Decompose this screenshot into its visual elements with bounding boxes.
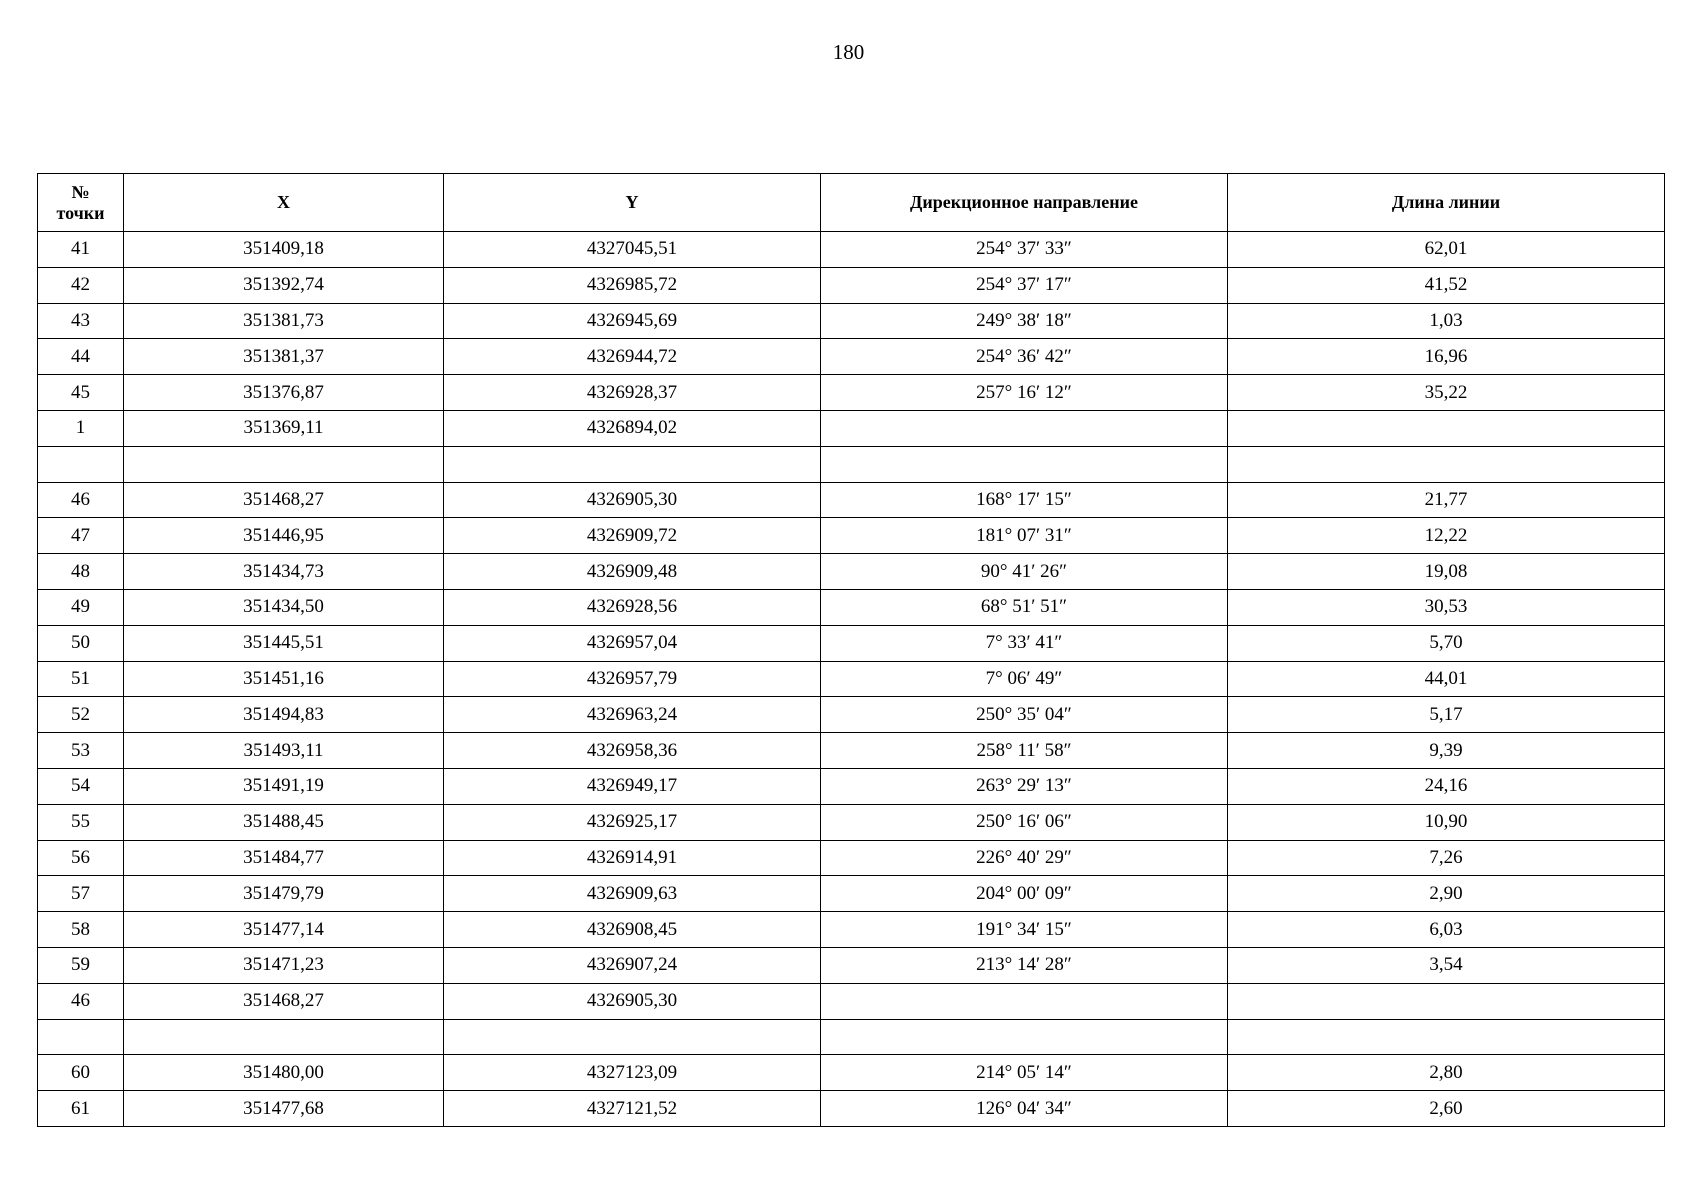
- point-number-cell: 53: [38, 733, 124, 769]
- y-cell: 4326905,30: [444, 482, 821, 518]
- header-y: Y: [444, 174, 821, 232]
- table-row: [38, 912, 1665, 948]
- length-cell: 44,01: [1228, 661, 1665, 697]
- table-row: [38, 267, 1665, 303]
- length-cell: [1228, 1019, 1665, 1055]
- x-cell: 351445,51: [124, 625, 444, 661]
- point-number-cell: 51: [38, 661, 124, 697]
- x-cell: 351434,73: [124, 554, 444, 590]
- length-cell: 35,22: [1228, 375, 1665, 411]
- y-cell: 4326925,17: [444, 804, 821, 840]
- header-point-number: [38, 174, 124, 232]
- point-number-cell: 52: [38, 697, 124, 733]
- table-body: [38, 232, 1665, 1127]
- table-row: [38, 840, 1665, 876]
- x-cell: 351376,87: [124, 375, 444, 411]
- table-row: [38, 983, 1665, 1019]
- table-row: [38, 589, 1665, 625]
- direction-cell: 213° 14′ 28″: [821, 947, 1228, 983]
- direction-cell: [821, 446, 1228, 482]
- point-number-cell: 48: [38, 554, 124, 590]
- y-cell: 4326963,24: [444, 697, 821, 733]
- table-row: [38, 661, 1665, 697]
- length-cell: 1,03: [1228, 303, 1665, 339]
- length-cell: 9,39: [1228, 733, 1665, 769]
- point-number-cell: 46: [38, 482, 124, 518]
- x-cell: 351494,83: [124, 697, 444, 733]
- y-cell: 4326985,72: [444, 267, 821, 303]
- y-cell: 4326905,30: [444, 983, 821, 1019]
- y-cell: [444, 446, 821, 482]
- length-cell: 3,54: [1228, 947, 1665, 983]
- direction-cell: 126° 04′ 34″: [821, 1091, 1228, 1127]
- x-cell: 351392,74: [124, 267, 444, 303]
- x-cell: 351468,27: [124, 482, 444, 518]
- table-row: [38, 232, 1665, 268]
- x-cell: 351468,27: [124, 983, 444, 1019]
- x-cell: 351477,14: [124, 912, 444, 948]
- x-cell: 351471,23: [124, 947, 444, 983]
- table-row: [38, 1055, 1665, 1091]
- point-number-cell: 56: [38, 840, 124, 876]
- y-cell: 4326909,48: [444, 554, 821, 590]
- direction-cell: [821, 1019, 1228, 1055]
- y-cell: 4326957,79: [444, 661, 821, 697]
- length-cell: 6,03: [1228, 912, 1665, 948]
- length-cell: 5,70: [1228, 625, 1665, 661]
- x-cell: 351434,50: [124, 589, 444, 625]
- length-cell: [1228, 410, 1665, 446]
- point-number-cell: 58: [38, 912, 124, 948]
- x-cell: [124, 1019, 444, 1055]
- length-cell: 41,52: [1228, 267, 1665, 303]
- table-row: [38, 303, 1665, 339]
- table-row: [38, 339, 1665, 375]
- point-number-cell: [38, 446, 124, 482]
- table-row: [38, 1019, 1665, 1055]
- length-cell: 24,16: [1228, 768, 1665, 804]
- table-row: [38, 410, 1665, 446]
- x-cell: 351493,11: [124, 733, 444, 769]
- table-row: [38, 876, 1665, 912]
- point-number-cell: 46: [38, 983, 124, 1019]
- length-cell: 16,96: [1228, 339, 1665, 375]
- y-cell: 4326908,45: [444, 912, 821, 948]
- table-row: [38, 1091, 1665, 1127]
- length-cell: 21,77: [1228, 482, 1665, 518]
- y-cell: 4326894,02: [444, 410, 821, 446]
- point-number-cell: 47: [38, 518, 124, 554]
- x-cell: 351446,95: [124, 518, 444, 554]
- y-cell: 4326909,63: [444, 876, 821, 912]
- direction-cell: 90° 41′ 26″: [821, 554, 1228, 590]
- x-cell: 351480,00: [124, 1055, 444, 1091]
- y-cell: 4326907,24: [444, 947, 821, 983]
- y-cell: 4326928,37: [444, 375, 821, 411]
- direction-cell: 7° 06′ 49″: [821, 661, 1228, 697]
- direction-cell: 254° 36′ 42″: [821, 339, 1228, 375]
- point-number-cell: 41: [38, 232, 124, 268]
- length-cell: 7,26: [1228, 840, 1665, 876]
- direction-cell: 191° 34′ 15″: [821, 912, 1228, 948]
- length-cell: 12,22: [1228, 518, 1665, 554]
- table-row: [38, 482, 1665, 518]
- header-row: [38, 174, 1665, 232]
- length-cell: 62,01: [1228, 232, 1665, 268]
- point-number-cell: 42: [38, 267, 124, 303]
- y-cell: 4326914,91: [444, 840, 821, 876]
- x-cell: 351491,19: [124, 768, 444, 804]
- point-number-cell: 50: [38, 625, 124, 661]
- direction-cell: 204° 00′ 09″: [821, 876, 1228, 912]
- direction-cell: 254° 37′ 17″: [821, 267, 1228, 303]
- table-row: [38, 446, 1665, 482]
- y-cell: 4326944,72: [444, 339, 821, 375]
- point-number-cell: 57: [38, 876, 124, 912]
- direction-cell: [821, 410, 1228, 446]
- direction-cell: 168° 17′ 15″: [821, 482, 1228, 518]
- direction-cell: 258° 11′ 58″: [821, 733, 1228, 769]
- header-direction: Дирекционное направление: [821, 174, 1228, 232]
- y-cell: [444, 1019, 821, 1055]
- direction-cell: 250° 35′ 04″: [821, 697, 1228, 733]
- table-row: [38, 375, 1665, 411]
- point-number-cell: 59: [38, 947, 124, 983]
- direction-cell: 226° 40′ 29″: [821, 840, 1228, 876]
- direction-cell: 263° 29′ 13″: [821, 768, 1228, 804]
- x-cell: 351381,37: [124, 339, 444, 375]
- point-number-cell: 61: [38, 1091, 124, 1127]
- point-number-cell: 43: [38, 303, 124, 339]
- length-cell: 2,90: [1228, 876, 1665, 912]
- y-cell: 4326909,72: [444, 518, 821, 554]
- point-number-cell: 55: [38, 804, 124, 840]
- x-cell: 351488,45: [124, 804, 444, 840]
- direction-cell: 250° 16′ 06″: [821, 804, 1228, 840]
- point-number-cell: 60: [38, 1055, 124, 1091]
- length-cell: 10,90: [1228, 804, 1665, 840]
- direction-cell: 68° 51′ 51″: [821, 589, 1228, 625]
- y-cell: 4326949,17: [444, 768, 821, 804]
- direction-cell: [821, 983, 1228, 1019]
- x-cell: 351477,68: [124, 1091, 444, 1127]
- point-number-cell: 49: [38, 589, 124, 625]
- point-number-cell: 45: [38, 375, 124, 411]
- direction-cell: 214° 05′ 14″: [821, 1055, 1228, 1091]
- y-cell: 4327123,09: [444, 1055, 821, 1091]
- table-row: [38, 697, 1665, 733]
- direction-cell: 7° 33′ 41″: [821, 625, 1228, 661]
- direction-cell: 254° 37′ 33″: [821, 232, 1228, 268]
- length-cell: 2,60: [1228, 1091, 1665, 1127]
- point-number-cell: [38, 1019, 124, 1055]
- direction-cell: 249° 38′ 18″: [821, 303, 1228, 339]
- table-row: [38, 554, 1665, 590]
- table-row: [38, 518, 1665, 554]
- direction-cell: 181° 07′ 31″: [821, 518, 1228, 554]
- header-point-number-sign: № точки: [56, 181, 105, 223]
- table-header: [38, 174, 1665, 232]
- length-cell: [1228, 983, 1665, 1019]
- y-cell: 4327045,51: [444, 232, 821, 268]
- point-number-cell: 44: [38, 339, 124, 375]
- point-number-cell: 54: [38, 768, 124, 804]
- table-row: [38, 804, 1665, 840]
- header-length: Длина линии: [1228, 174, 1665, 232]
- x-cell: 351381,73: [124, 303, 444, 339]
- y-cell: 4326957,04: [444, 625, 821, 661]
- y-cell: 4326945,69: [444, 303, 821, 339]
- table-row: [38, 625, 1665, 661]
- direction-cell: 257° 16′ 12″: [821, 375, 1228, 411]
- y-cell: 4326958,36: [444, 733, 821, 769]
- length-cell: 2,80: [1228, 1055, 1665, 1091]
- table-row: [38, 768, 1665, 804]
- x-cell: 351369,11: [124, 410, 444, 446]
- x-cell: [124, 446, 444, 482]
- table-row: [38, 733, 1665, 769]
- y-cell: 4326928,56: [444, 589, 821, 625]
- x-cell: 351484,77: [124, 840, 444, 876]
- y-cell: 4327121,52: [444, 1091, 821, 1127]
- x-cell: 351451,16: [124, 661, 444, 697]
- coordinates-table: [37, 173, 1665, 1127]
- x-cell: 351409,18: [124, 232, 444, 268]
- length-cell: 19,08: [1228, 554, 1665, 590]
- length-cell: 5,17: [1228, 697, 1665, 733]
- page-number: 180: [832, 40, 865, 64]
- table-row: [38, 947, 1665, 983]
- point-number-cell: 1: [38, 410, 124, 446]
- header-x: X: [124, 174, 444, 232]
- x-cell: 351479,79: [124, 876, 444, 912]
- length-cell: [1228, 446, 1665, 482]
- length-cell: 30,53: [1228, 589, 1665, 625]
